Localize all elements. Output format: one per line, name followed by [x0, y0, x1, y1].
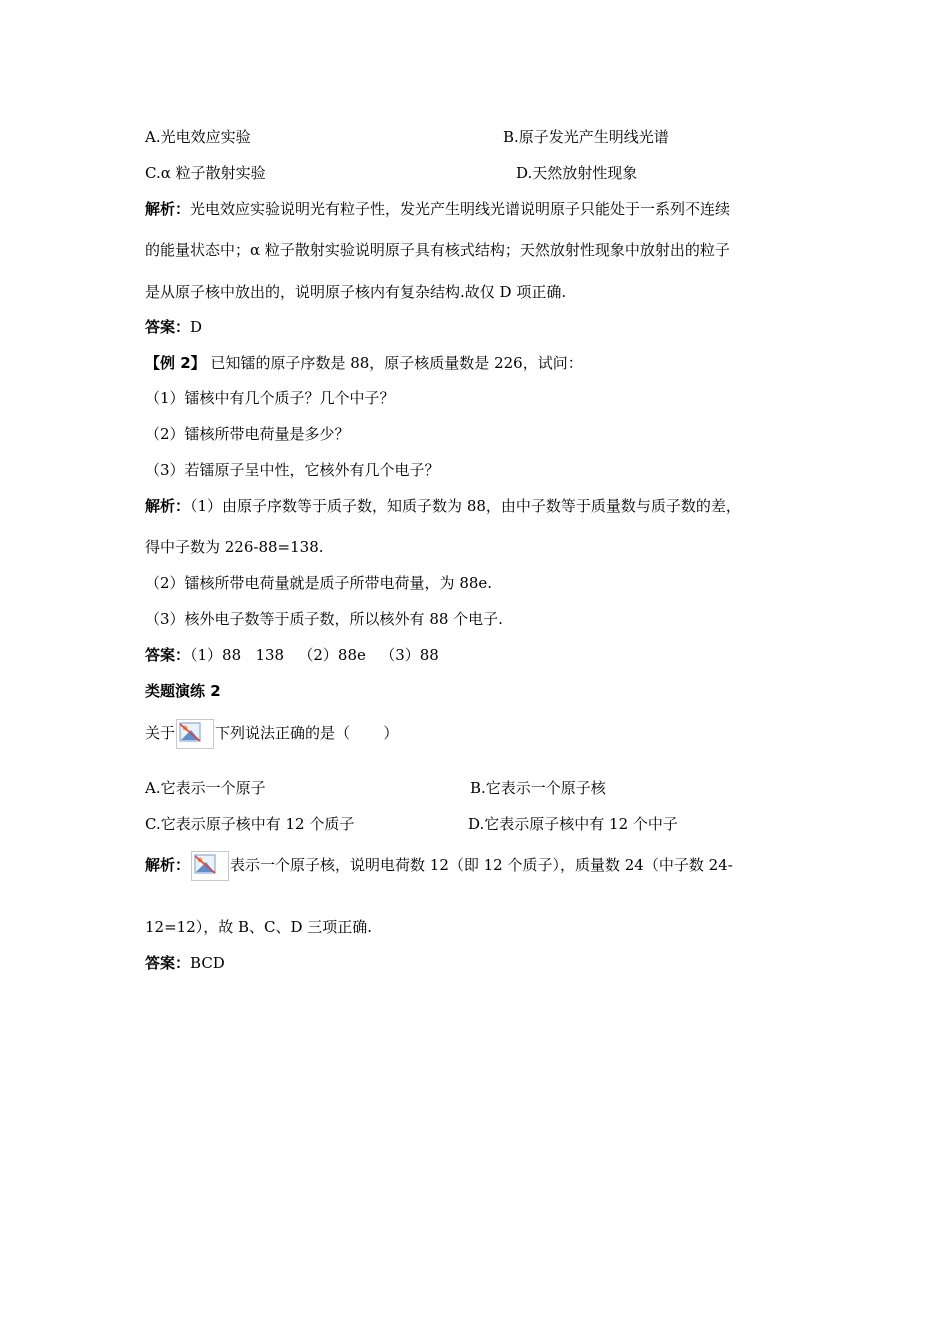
option-a: A.光电效应实验 [145, 128, 251, 146]
broken-image-icon [176, 719, 214, 749]
answer-line [145, 645, 439, 665]
analysis-label: 解析： [145, 856, 191, 874]
answer-label: 答案： [145, 954, 191, 972]
sub-question-3: （3）若镭原子呈中性，它核外有几个电子？ [145, 461, 440, 479]
question-prefix: 关于 [145, 724, 176, 742]
example-heading: 【例 2】 [145, 354, 206, 372]
option-d: D.它表示原子核中有 12 个中子 [468, 815, 678, 833]
answer-value: （1）88 138 （2）88e （3）88 [190, 646, 439, 664]
option-b: B.原子发光产生明线光谱 [503, 128, 669, 146]
answer-line [145, 953, 225, 973]
analysis-text: 的能量状态中；α 粒子散射实验说明原子具有核式结构；天然放射性现象中放射出的粒子 [145, 241, 730, 259]
answer-line [145, 317, 202, 337]
option-b: B.它表示一个原子核 [470, 779, 606, 797]
answer-label: 答案： [145, 318, 191, 336]
practice-title: 类题演练 2 [145, 682, 221, 700]
practice-question [145, 717, 398, 749]
option-c: C.α 粒子散射实验 [145, 164, 266, 182]
analysis-text: 得中子数为 226-88=138. [145, 538, 324, 556]
question-suffix: 下列说法正确的是（ ） [215, 724, 399, 742]
analysis-text: （1）由原子序数等于质子数，知质子数为 88，由中子数等于质量数与质子数的差， [190, 497, 741, 515]
analysis-text: （2）镭核所带电荷量就是质子所带电荷量，为 88e. [145, 574, 493, 592]
analysis-label: 解析： [145, 200, 191, 218]
answer-label: 答案： [145, 646, 191, 664]
analysis-text: 是从原子核中放出的，说明原子核内有复杂结构.故仅 D 项正确. [145, 283, 567, 301]
option-a: A.它表示一个原子 [145, 779, 266, 797]
analysis-paragraph [145, 496, 741, 516]
answer-value: BCD [190, 954, 225, 972]
option-c: C.它表示原子核中有 12 个质子 [145, 815, 355, 833]
analysis-text: （3）核外电子数等于质子数，所以核外有 88 个电子. [145, 610, 503, 628]
sub-question-1: （1）镭核中有几个质子？几个中子？ [145, 389, 395, 407]
answer-value: D [190, 318, 203, 336]
sub-question-2: （2）镭核所带电荷量是多少？ [145, 425, 350, 443]
analysis-label: 解析： [145, 497, 191, 515]
option-d: D.天然放射性现象 [516, 164, 638, 182]
broken-image-icon [191, 851, 229, 881]
example-question: 已知镭的原子序数是 88，原子核质量数是 226，试问： [210, 354, 583, 372]
example-2-heading-line [145, 353, 583, 373]
analysis-text: 表示一个原子核，说明电荷数 12（即 12 个质子），质量数 24（中子数 24- [230, 856, 733, 874]
analysis-paragraph [145, 199, 730, 219]
analysis-paragraph [145, 849, 733, 881]
analysis-text: 光电效应实验说明光有粒子性，发光产生明线光谱说明原子只能处于一系列不连续 [190, 200, 731, 218]
analysis-text: 12=12），故 B、C、D 三项正确. [145, 918, 373, 936]
